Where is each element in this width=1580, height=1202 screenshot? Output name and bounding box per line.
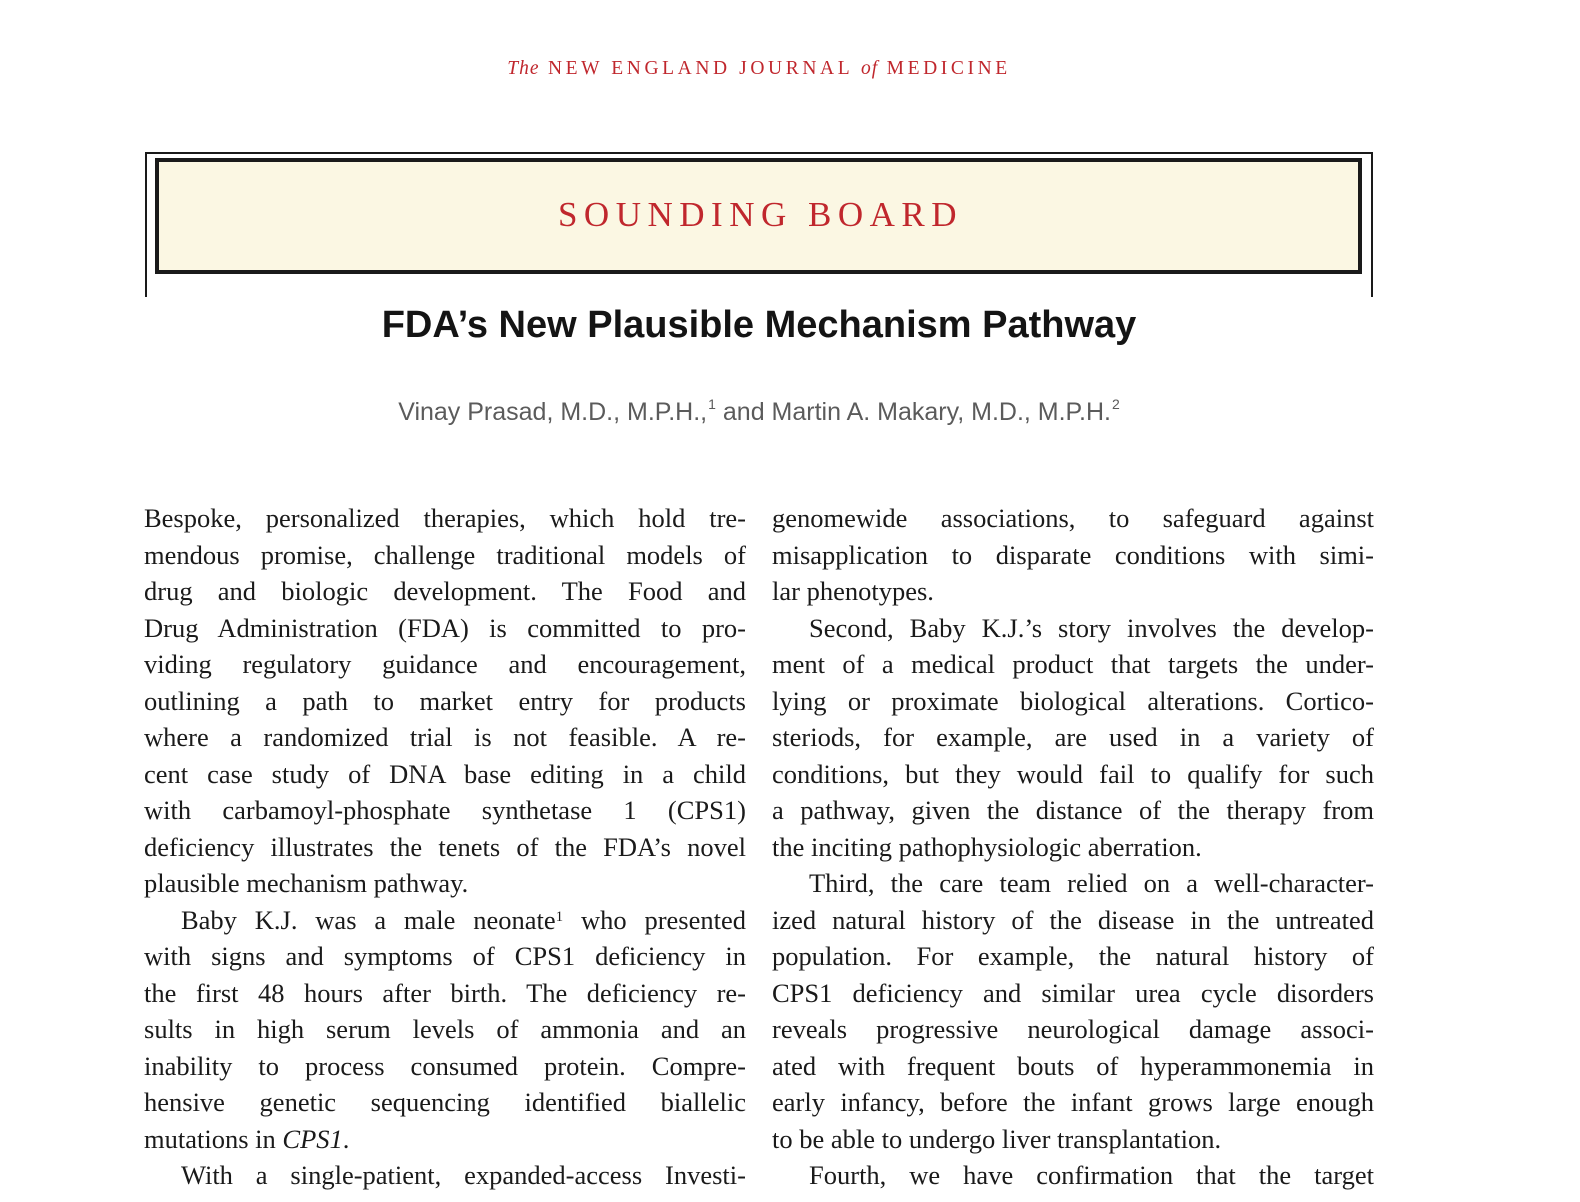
- section-banner: [155, 158, 1362, 274]
- text-line: [144, 1121, 746, 1158]
- text-line: a pathway, given the distance of the therapy from: [772, 795, 1374, 825]
- text-line: hensive genetic sequencing identified biallelic: [144, 1087, 746, 1117]
- text-line: viding regulatory guidance and encouragement,: [144, 649, 746, 679]
- journal-of: of: [860, 58, 879, 79]
- text-line: ment of a medical product that targets the under-: [772, 649, 1374, 679]
- text-line: [144, 902, 746, 939]
- text-line: Second, Baby K.J.’s story involves the develop-: [809, 612, 1374, 643]
- text-line: genomewide associations, to safeguard against: [772, 503, 1374, 533]
- text-fragment: who presented: [563, 904, 746, 935]
- text-line: CPS1 deficiency and similar urea cycle disorders: [772, 977, 1374, 1008]
- text-line: mendous promise, challenge traditional models of: [144, 539, 746, 570]
- body-column-right: [772, 500, 1374, 1194]
- text-line: with signs and symptoms of CPS1 deficiency in: [144, 941, 746, 971]
- gene-name: CPS1: [282, 1123, 343, 1154]
- journal-name-end: MEDICINE: [886, 58, 1011, 79]
- text-fragment: mutations in: [144, 1123, 283, 1154]
- text-line: population. For example, the natural history of: [772, 941, 1374, 971]
- author-line: [0, 398, 1518, 427]
- text-line: misapplication to disparate conditions with simi-: [772, 539, 1374, 570]
- journal-running-head: [0, 58, 1518, 80]
- text-line: lar phenotypes.: [772, 576, 934, 606]
- text-line: to be able to undergo liver transplantation.: [772, 1123, 1222, 1154]
- author-1: Vinay Prasad, M.D., M.P.H.,: [398, 398, 708, 426]
- journal-the: The: [507, 58, 540, 79]
- text-line: ated with frequent bouts of hyperammonemia in: [772, 1050, 1374, 1081]
- text-fragment: Baby K.J. was a male neonate: [181, 904, 556, 935]
- text-line: where a randomized trial is not feasible. A re-: [144, 722, 746, 752]
- text-line: reveals progressive neurological damage associ-: [772, 1014, 1374, 1044]
- text-line: drug and biologic development. The Food and: [144, 576, 746, 606]
- text-line: the inciting pathophysiologic aberration.: [772, 831, 1202, 862]
- text-line: lying or proximate biological alterations. Cortico-: [772, 685, 1374, 716]
- article-title: FDA’s New Plausible Mechanism Pathway: [381, 304, 1137, 346]
- text-line: ized natural history of the disease in the untreated: [772, 904, 1374, 935]
- text-line: Fourth, we have confirmation that the target: [809, 1160, 1374, 1190]
- text-line: with carbamoyl-phosphate synthetase 1 (CPS1): [144, 795, 746, 825]
- citation-ref: 1: [555, 908, 564, 925]
- author-2: and Martin A. Makary, M.D., M.P.H.: [715, 398, 1111, 426]
- text-line: inability to process consumed protein. Compre-: [144, 1050, 746, 1081]
- text-line: plausible mechanism pathway.: [144, 868, 469, 898]
- author-1-affiliation: 1: [708, 396, 716, 412]
- text-line: With a single-patient, expanded-access Investi-: [181, 1160, 746, 1190]
- text-line: outlining a path to market entry for products: [144, 685, 746, 716]
- text-line: early infancy, before the infant grows large enough: [772, 1087, 1374, 1117]
- body-column-left: [144, 500, 746, 1194]
- text-line: conditions, but they would fail to qualify for such: [772, 758, 1374, 789]
- author-2-affiliation: 2: [1111, 396, 1120, 412]
- section-label: SOUNDING BOARD: [557, 195, 964, 234]
- text-line: sults in high serum levels of ammonia and an: [144, 1014, 746, 1044]
- text-line: Third, the care team relied on a well-character-: [809, 868, 1374, 898]
- text-fragment: .: [342, 1123, 350, 1154]
- text-line: cent case study of DNA base editing in a child: [144, 758, 746, 789]
- text-line: steriods, for example, are used in a variety of: [772, 722, 1374, 752]
- text-line: deficiency illustrates the tenets of the FDA’s novel: [144, 831, 746, 862]
- text-line: the first 48 hours after birth. The deficiency re-: [144, 977, 746, 1008]
- text-line: Drug Administration (FDA) is committed to pro-: [144, 612, 746, 643]
- text-line: Bespoke, personalized therapies, which hold tre-: [144, 503, 746, 533]
- journal-name-main: NEW ENGLAND JOURNAL: [547, 58, 853, 79]
